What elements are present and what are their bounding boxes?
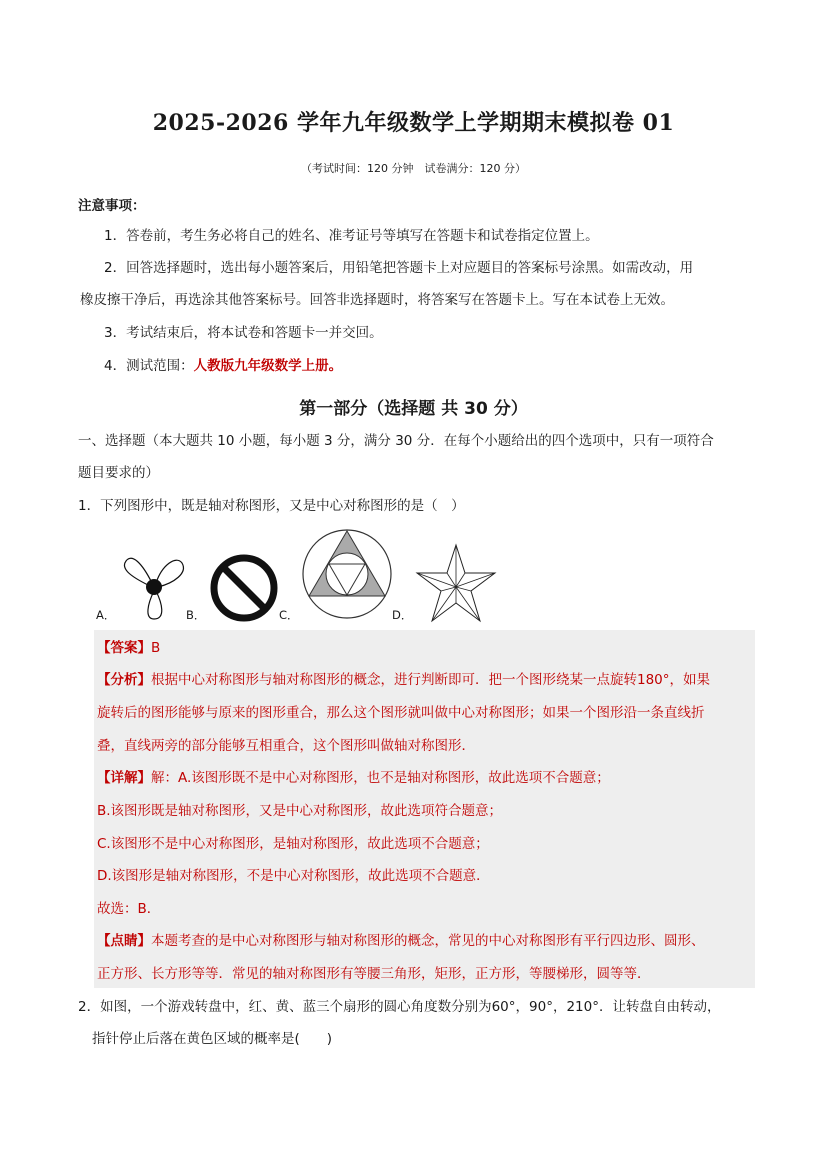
detail-text: C.该图形不是中心对称图形，是轴对称图形，故此选项不合题意；: [97, 836, 489, 852]
notice-scope: [104, 356, 342, 376]
analysis-line: [97, 670, 710, 690]
option-d-label: D．: [392, 608, 413, 622]
section-intro: 题目要求的）: [78, 465, 159, 481]
notice-item: 2．回答选择题时，选出每小题答案后，用铅笔把答题卡上对应题目的答案标号涂黑。如需改动，用: [104, 260, 694, 276]
point-tag: 【点睛】: [97, 933, 151, 949]
analysis-text: 旋转后的图形能够与原来的图形重合，那么这个图形就叫做中心对称图形；如果一个图形沿一条直线折: [97, 705, 705, 721]
triangle-in-circle-icon: [301, 528, 393, 620]
scope-value: 人教版九年级数学上册。: [193, 358, 343, 374]
answer-tag: 【答案】: [97, 640, 151, 656]
exam-info: （考试时间：120 分钟 试卷满分：120 分）: [301, 162, 526, 175]
answer-value: B: [151, 640, 161, 656]
detail-text: 故选：B．: [97, 901, 161, 917]
question-1-stem: 1．下列图形中，既是轴对称图形，又是中心对称图形的是（ ）: [78, 498, 465, 514]
point-line: [97, 931, 705, 951]
point-text: 本题考查的是中心对称图形与轴对称图形的概念，常见的中心对称图形有平行四边形、圆形、: [151, 933, 705, 949]
answer-line: [97, 638, 160, 658]
point-text: 正方形、长方形等等．常见的轴对称图形有等腰三角形，矩形，正方形，等腰梯形，圆等等．: [97, 966, 651, 982]
option-a-label: A．: [96, 608, 116, 622]
detail-text: B.该图形既是轴对称图形，又是中心对称图形，故此选项符合题意；: [97, 803, 503, 819]
analysis-tag: 【分析】: [97, 672, 151, 688]
notice-heading: 注意事项：: [78, 198, 146, 214]
option-c-label: C．: [279, 608, 299, 622]
notice-item: 橡皮擦干净后，再选涂其他答案标号。回答非选择题时，将答案写在答题卡上。写在本试卷上无效。: [80, 292, 674, 308]
question-2-stem: 2．如图，一个游戏转盘中，红、黄、蓝三个扇形的圆心角度数分别为60°，90°，210°．让转盘自由转动，: [78, 999, 721, 1015]
prohibition-icon: [208, 553, 280, 623]
question-2-stem: 指针停止后落在黄色区域的概率是( ): [92, 1031, 333, 1047]
page-title: 2025-2026 学年九年级数学上学期期末模拟卷 01: [152, 110, 675, 136]
part-title: 第一部分（选择题 共 30 分）: [299, 399, 528, 419]
section-intro: 一、选择题（本大题共 10 小题，每小题 3 分，满分 30 分．在每个小题给出的四个选项中，只有一项符合: [78, 433, 714, 449]
analysis-text: 叠，直线两旁的部分能够互相重合，这个图形叫做轴对称图形．: [97, 738, 475, 754]
detail-text: D.该图形是轴对称图形，不是中心对称图形，故此选项不合题意．: [97, 868, 490, 884]
analysis-text: 根据中心对称图形与轴对称图形的概念，进行判断即可．把一个图形绕某一点旋转180°，如果: [151, 672, 711, 688]
notice-item: 3．考试结束后，将本试卷和答题卡一并交回。: [104, 325, 383, 341]
star-icon: [414, 543, 498, 623]
detail-tag: 【详解】: [97, 770, 151, 786]
fan-icon: [118, 553, 190, 621]
scope-label: 4．测试范围：: [104, 358, 194, 374]
detail-text: 解：A.该图形既不是中心对称图形，也不是轴对称图形，故此选项不合题意；: [151, 770, 610, 786]
option-b-label: B．: [186, 608, 206, 622]
detail-line: [97, 768, 610, 788]
notice-item: 1．答卷前，考生务必将自己的姓名、准考证号等填写在答题卡和试卷指定位置上。: [104, 228, 599, 244]
